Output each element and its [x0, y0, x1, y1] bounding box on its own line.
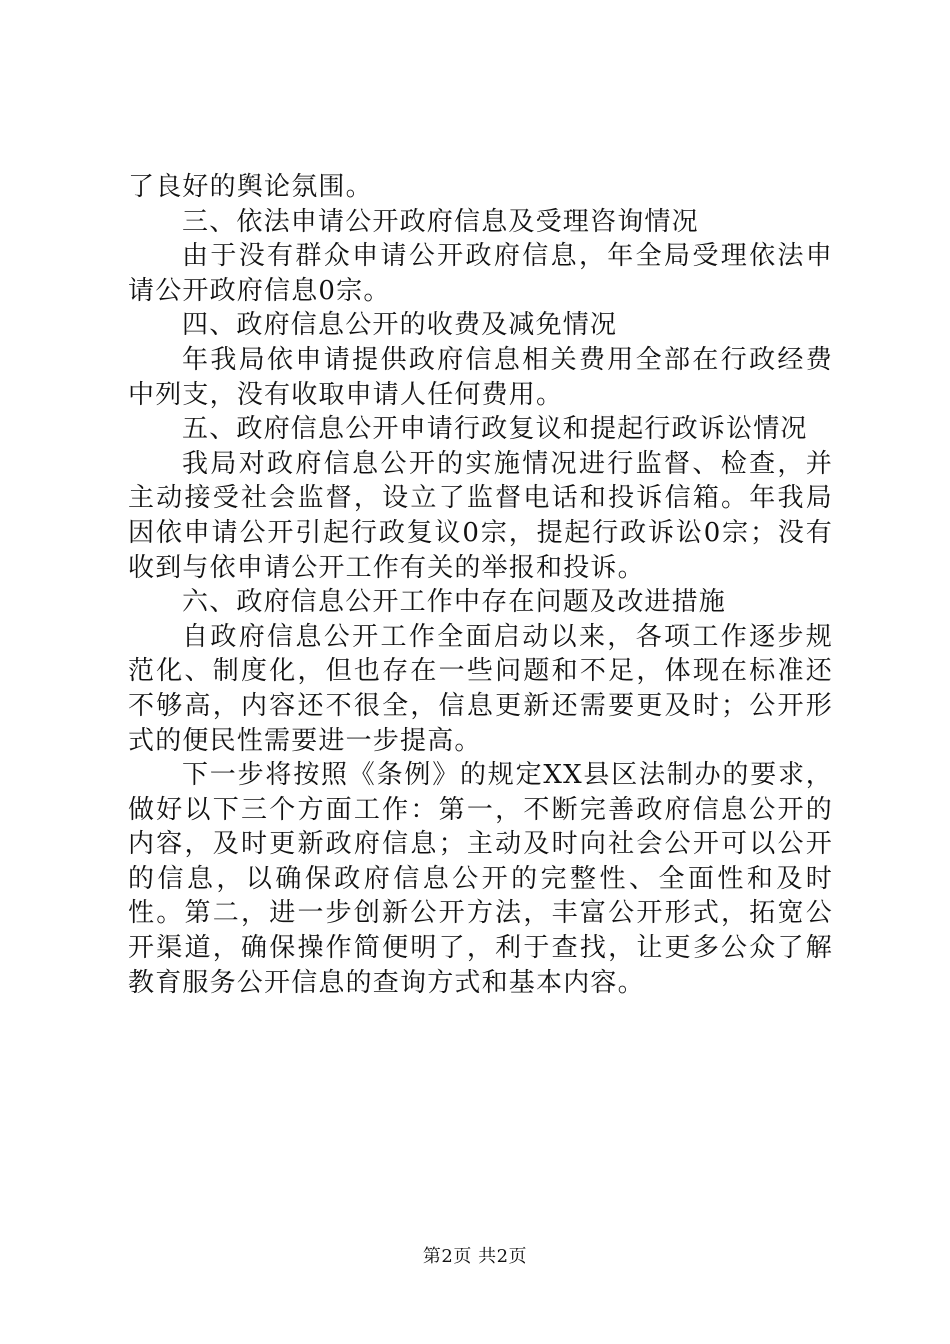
- paragraph-section-5: 我局对政府信息公开的实施情况进行监督、检查，并主动接受社会监督，设立了监督电话和投诉信箱。年我局因依申请公开引起行政复议0宗，提起行政诉讼0宗；没有收到与依申请公开工作有关的举报和投诉。: [128, 448, 833, 583]
- section-heading-6: 六、政府信息公开工作中存在问题及改进措施: [182, 587, 727, 618]
- paragraph-section-6-problems: 自政府信息公开工作全面启动以来，各项工作逐步规范化、制度化，但也存在一些问题和不足，体现在标准还不够高，内容还不很全，信息更新还需要更及时；公开形式的便民性需要进一步提高。: [128, 621, 833, 756]
- section-heading-3: 三、依法申请公开政府信息及受理咨询情况: [182, 206, 699, 237]
- section-heading-4: 四、政府信息公开的收费及减免情况: [182, 310, 618, 341]
- section-heading-5: 五、政府信息公开申请行政复议和提起行政诉讼情况: [182, 414, 808, 445]
- paragraph-section-3: 由于没有群众申请公开政府信息，年全局受理依法申请公开政府信息0宗。: [128, 241, 833, 306]
- paragraph-continuation: 了良好的舆论氛围。: [128, 172, 373, 202]
- document-body: [128, 170, 833, 1000]
- page-number-footer: 第2页 共2页: [422, 1246, 528, 1267]
- paragraph-section-4: 年我局依申请提供政府信息相关费用全部在行政经费中列支，没有收取申请人任何费用。: [128, 344, 833, 410]
- paragraph-section-6-next-steps: 下一步将按照《条例》的规定XX县区法制办的要求，做好以下三个方面工作：第一，不断完善政府信息公开的内容，及时更新政府信息；主动及时向社会公开可以公开的信息，以确保政府信息公开的完整性、全面性和及时性。第二，进一步创新公开方法，丰富公开形式，拓宽公开渠道，确保操作简便明了，利于查找，让更多公众了解教育服务公开信息的查询方式和基本内容。: [128, 760, 833, 998]
